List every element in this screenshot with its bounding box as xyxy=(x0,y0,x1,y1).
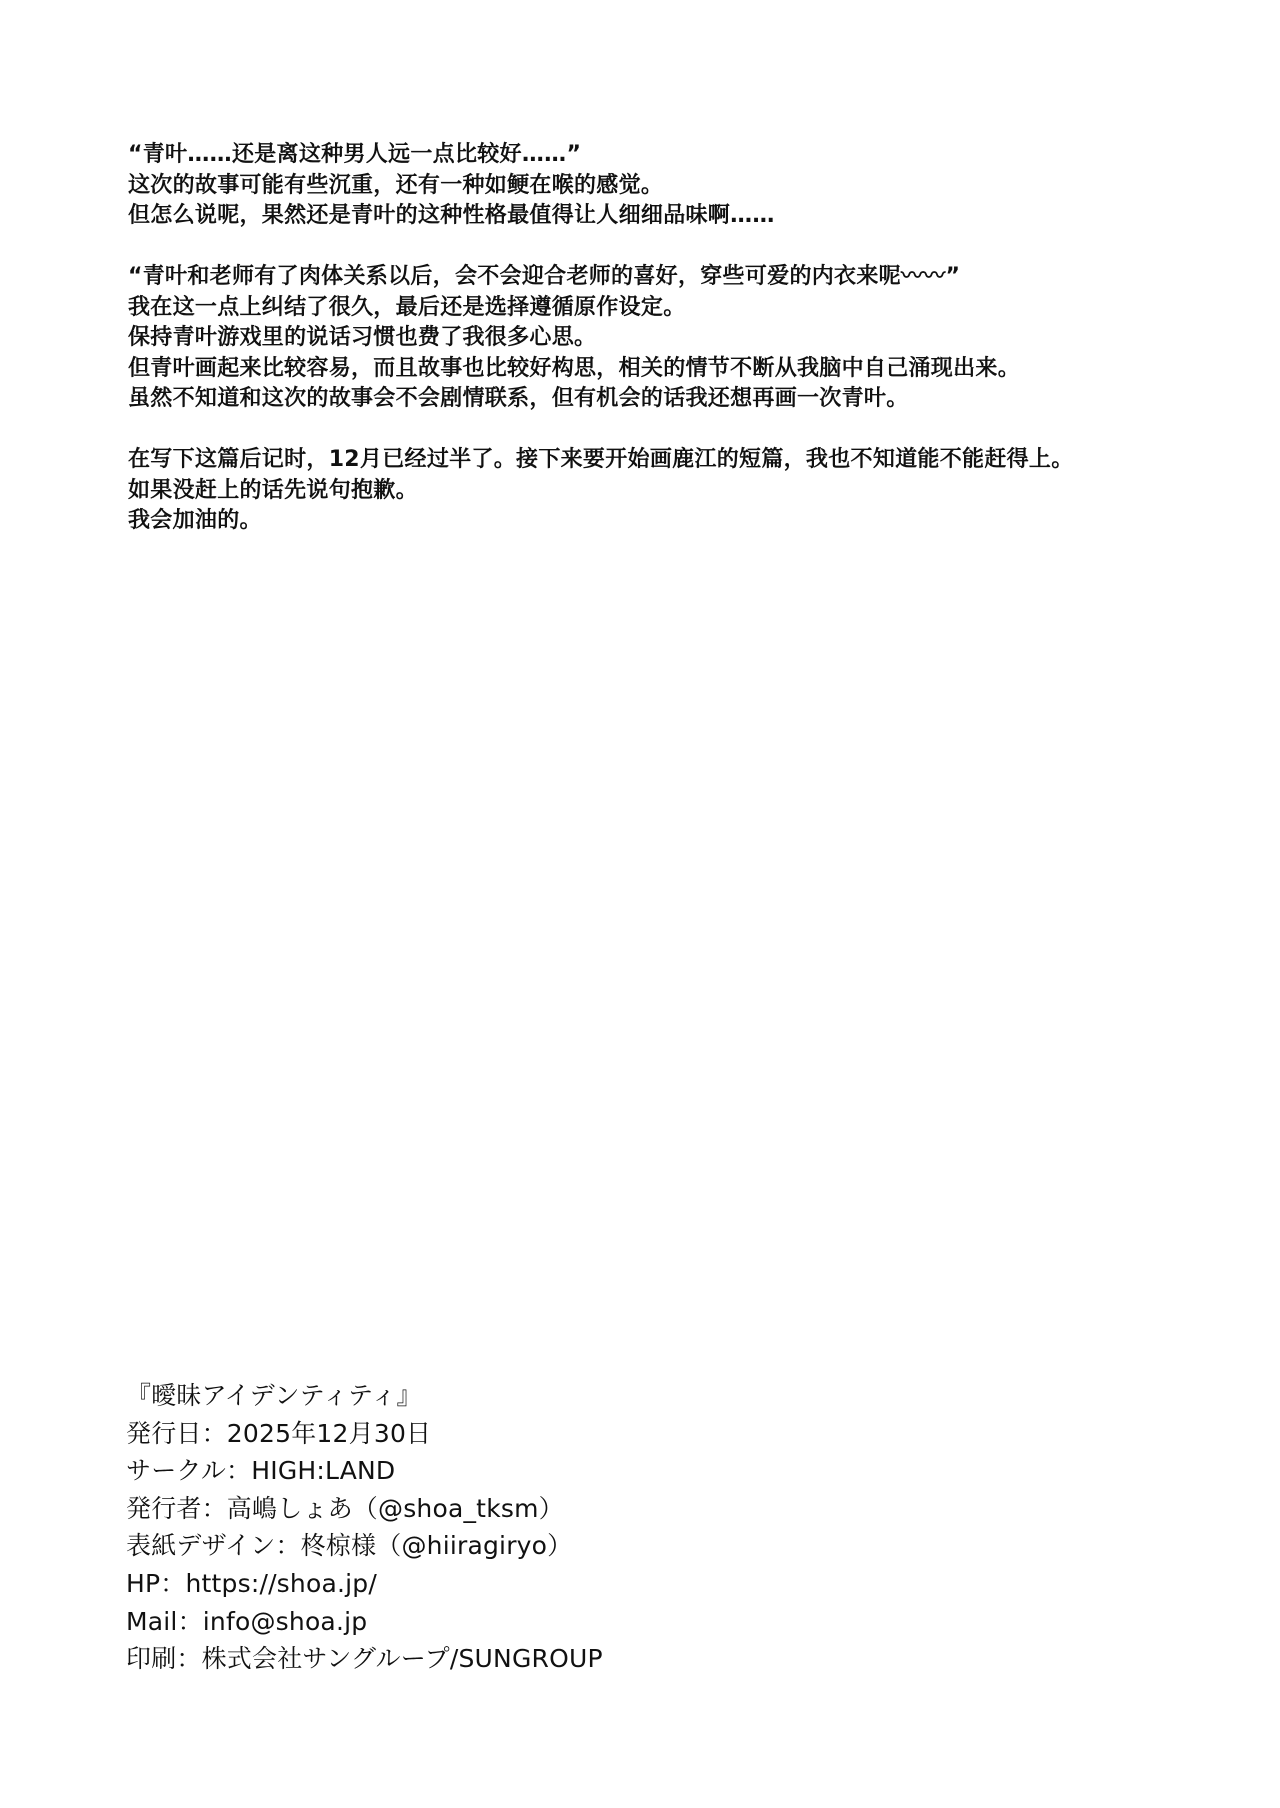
mail-address: Mail：info@shoa.jp xyxy=(126,1606,368,1636)
afterword-paragraph-1 xyxy=(128,140,1208,232)
afterword-line: 我会加油的。 xyxy=(128,508,262,533)
afterword-line: 这次的故事可能有些沉重，还有一种如鲠在喉的感觉。 xyxy=(128,172,664,198)
afterword-line: 我在这一点上纠结了很久，最后还是选择遵循原作设定。 xyxy=(128,294,686,320)
afterword-line: 虽然不知道和这次的故事会不会剧情联系，但有机会的话我还想再画一次青叶。 xyxy=(128,386,909,411)
cover-design-credit: 表紙デザイン：柊椋様（@hiiragiryo） xyxy=(126,1531,573,1561)
circle-name: サークル：HIGH:LAND xyxy=(126,1456,396,1486)
afterword-line: “青叶和老师有了肉体关系以后，会不会迎合老师的喜好，穿些可爱的内衣来呢〰〰” xyxy=(128,264,961,289)
afterword-line: 如果没赶上的话先说句抱歉。 xyxy=(128,477,418,503)
afterword-line: 在写下这篇后记时，12月已经过半了。接下来要开始画鹿江的短篇，我也不知道能不能赶得上。 xyxy=(128,447,1074,472)
colophon xyxy=(126,1377,1026,1678)
book-title: 『曖昧アイデンティティ』 xyxy=(126,1381,422,1410)
homepage-url: HP：https://shoa.jp/ xyxy=(126,1568,377,1598)
afterword-paragraph-2 xyxy=(128,262,1208,415)
publisher: 発行者：高嶋しょあ（@shoa_tksm） xyxy=(126,1493,564,1523)
afterword-line: 保持青叶游戏里的说话习惯也费了我很多心思。 xyxy=(128,325,597,350)
afterword-paragraph-3 xyxy=(128,445,1208,537)
afterword-line: 但怎么说呢，果然还是青叶的这种性格最值得让人细细品味啊…… xyxy=(128,203,775,228)
printer-credit: 印刷：株式会社サングループ/SUNGROUP xyxy=(126,1644,603,1674)
afterword-text xyxy=(128,140,1208,567)
afterword-line: “青叶……还是离这种男人远一点比较好……” xyxy=(128,142,582,167)
afterword-line: 但青叶画起来比较容易，而且故事也比较好构思，相关的情节不断从我脑中自己涌现出来。 xyxy=(128,355,1021,381)
release-date: 発行日：2025年12月30日 xyxy=(126,1418,432,1448)
